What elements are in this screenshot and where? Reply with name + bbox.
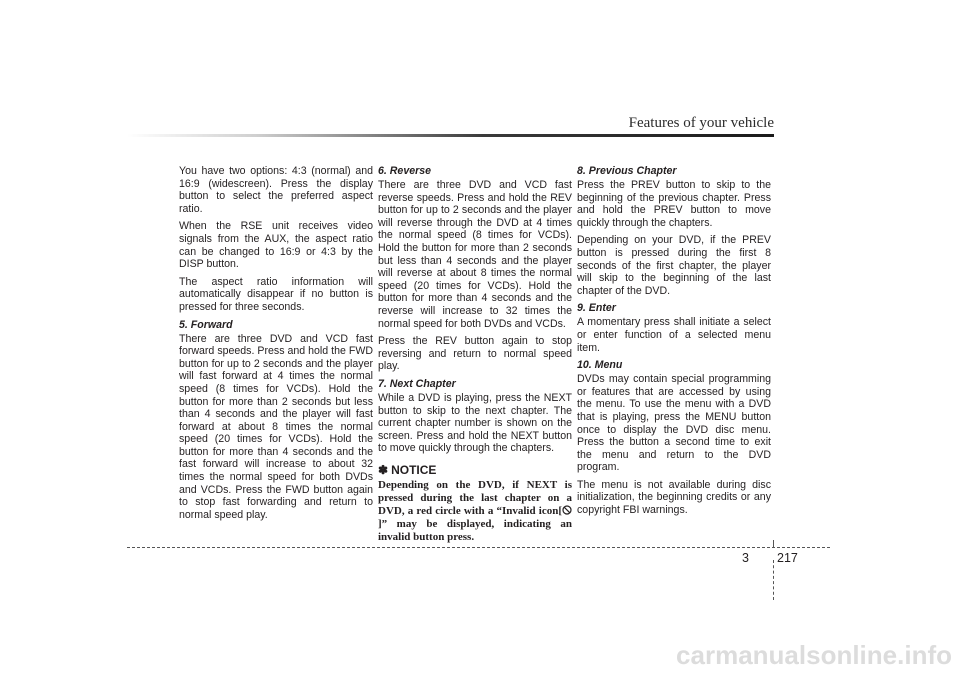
notice-text-after: ]” may be displayed, indicating an invalid button press. [378, 517, 572, 543]
invalid-icon [562, 505, 572, 515]
chapter-number: 3 [742, 551, 749, 565]
aspect-ratio-info-paragraph: The aspect ratio information will automatically disappear if no button is pressed for three seconds. [179, 275, 373, 313]
notice-heading [378, 463, 572, 477]
footer-dashed-rule [127, 547, 830, 548]
page-number: 217 [777, 551, 798, 565]
aux-aspect-ratio-paragraph: When the RSE unit receives video signals from the AUX, the aspect ratio can be changed to 16:9 or 4:3 by the DISP button. [179, 220, 373, 271]
enter-paragraph: A momentary press shall initiate a select or enter function of a selected menu item. [577, 316, 771, 354]
menu-heading: 10. Menu [577, 359, 623, 372]
notice-text [378, 479, 572, 544]
header-rule [127, 134, 774, 137]
forward-paragraph: There are three DVD and VCD fast forward speeds. Press and hold the FWD button for up to 2 seconds and the player will fast forward at 4 times the normal speed (8 times for VCDs). Hold the button for more than 2 seconds but less than 4 seconds and the player will fast forward at about 8 times the normal speed (20 times for VCDs). Hold the button for more than 4 seconds and the fast forward will increase to about 32 times the normal speed for both DVDs and VCDs. Press the FWD button again to stop fast forwarding and return to normal speed play. [179, 332, 373, 521]
site-watermark: carmanualsonline.info [676, 640, 952, 670]
aspect-ratio-options-paragraph: You have two options: 4:3 (normal) and 16:9 (widescreen). Press the display button to select the preferred aspect ratio. [179, 165, 373, 215]
footer-crop-mark-bottom [773, 560, 774, 600]
next-chapter-paragraph: While a DVD is playing, press the NEXT button to skip to the next chapter. The current chapter number is shown on the screen. Press and hold the NEXT button to move quickly through the chapters. [378, 391, 572, 455]
reverse-paragraph-1: There are three DVD and VCD fast reverse speeds. Press and hold the REV button for up to 2 seconds and the player will reverse through the DVD at 4 times the normal speed (8 times for VCDs). Hold the button for more than 2 seconds but less than 4 seconds and the player will reverse at about 8 times the normal speed (20 times for VCDs). Hold the button for more than 4 seconds and the reverse will increase to 32 times the normal speed for both DVDs and VCDs. [378, 179, 572, 330]
previous-chapter-paragraph-1: Press the PREV button to skip to the beginning of the previous chapter. Press and hold the PREV button to move quickly through the chapters. [577, 179, 771, 229]
previous-chapter-heading: 8. Previous Chapter [577, 165, 677, 177]
footer-crop-mark-top [773, 540, 774, 548]
next-chapter-heading: 7. Next Chapter [378, 377, 456, 390]
previous-chapter-paragraph-2: Depending on your DVD, if the PREV button is pressed during the first 8 seconds of the first chapter, the player will skip to the beginning of the last chapter of the DVD. [577, 234, 771, 297]
column-1 [179, 165, 373, 526]
notice-text-before: Depending on the DVD, if NEXT is pressed during the last chapter on a DVD, a red circle with a “Invalid icon[ [378, 478, 572, 517]
notice-heading-label: NOTICE [391, 462, 437, 477]
reverse-paragraph-2: Press the REV button again to stop reversing and return to normal speed play. [378, 335, 572, 373]
page-header-title: Features of your vehicle [628, 115, 774, 131]
column-3 [577, 165, 771, 522]
forward-heading: 5. Forward [179, 318, 233, 331]
reverse-heading: 6. Reverse [378, 165, 432, 177]
notice-star-icon: ✽ [378, 462, 389, 477]
enter-heading: 9. Enter [577, 302, 616, 315]
menu-paragraph-1: DVDs may contain special programming or features that are accessed by using the menu. To use the menu with a DVD that is playing, press the MENU button once to display the DVD disc menu. Press the button a second time to exit the menu and return to the DVD program. [577, 373, 771, 474]
column-2 [378, 165, 572, 549]
menu-paragraph-2: The menu is not available during disc initialization, the beginning credits or any copyright FBI warnings. [577, 478, 771, 517]
